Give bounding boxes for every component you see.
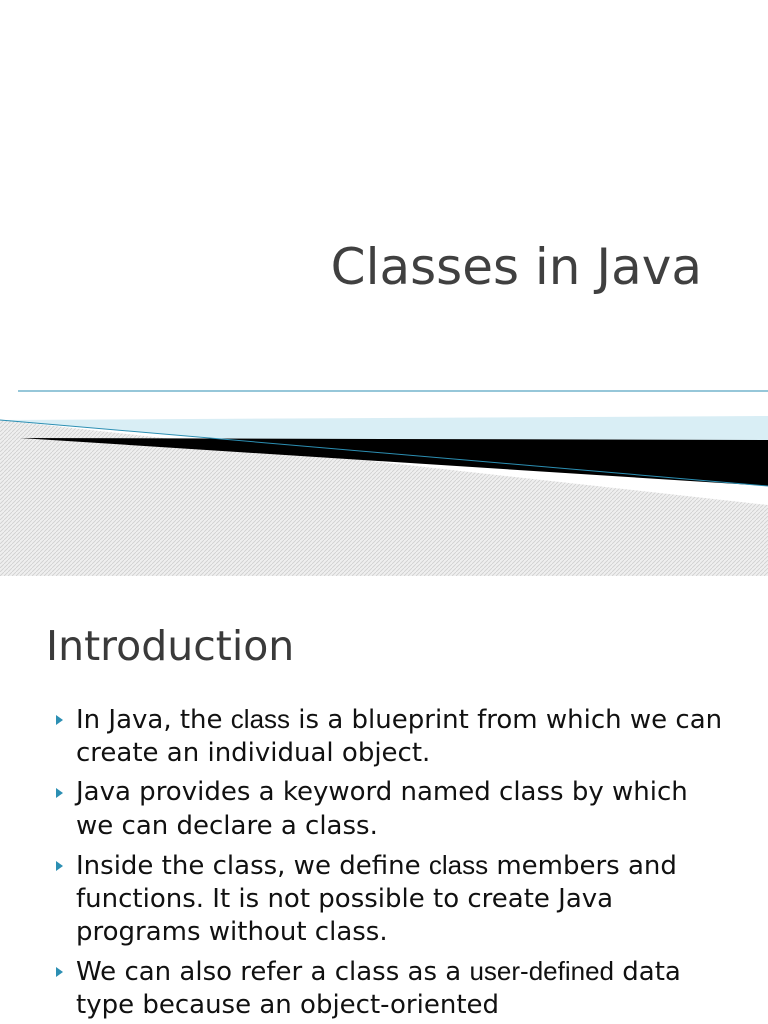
list-item: In Java, the class is a blueprint from which we can create an individual object. bbox=[0, 703, 768, 770]
bullet-arrow-icon bbox=[56, 788, 63, 798]
keyword: user-defined bbox=[469, 956, 614, 986]
slide-title: Classes in Java bbox=[330, 238, 702, 296]
bullet-arrow-icon bbox=[56, 861, 63, 871]
bullet-arrow-icon bbox=[56, 715, 63, 725]
bullet-arrow-icon bbox=[56, 967, 63, 977]
keyword: class bbox=[428, 850, 489, 880]
list-item: Inside the class, we define class members and functions. It is not possible to create Java programs without class. bbox=[0, 849, 768, 949]
list-item: Java provides a keyword named class by which we can declare a class. bbox=[0, 776, 768, 843]
bullet-list bbox=[0, 703, 768, 1024]
slide-heading: Introduction bbox=[46, 622, 295, 670]
intro-slide bbox=[0, 576, 768, 1024]
list-item: We can also refer a class as a user-defined data type because an object-oriented bbox=[0, 955, 768, 1022]
keyword: class bbox=[230, 704, 291, 734]
